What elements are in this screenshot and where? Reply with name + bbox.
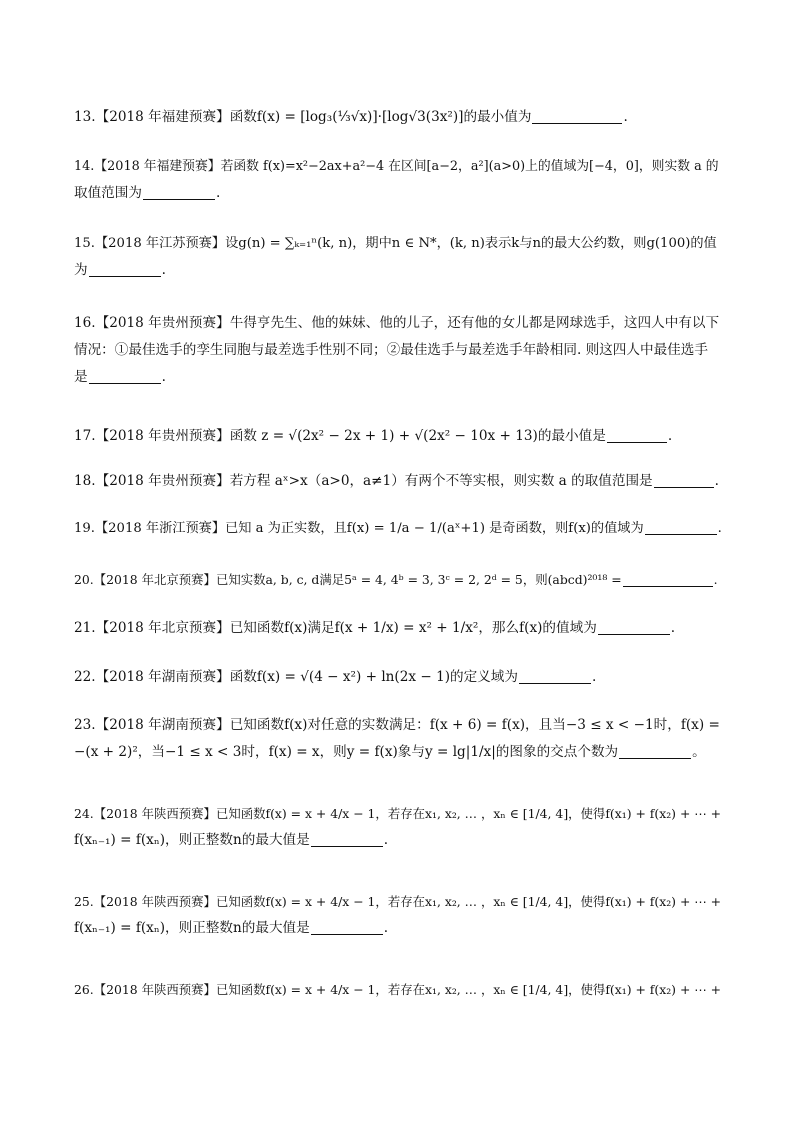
problem-line [74, 515, 726, 542]
problem-text: 函数 z = √(2x² − 2x + 1) + √(2x² − 10x + 13)的最小值是 [229, 428, 606, 444]
problem-source: 【2018 年陕西预赛】 [93, 982, 216, 997]
answer-blank [645, 520, 717, 535]
answer-blank [311, 832, 383, 847]
problem-number: 17. [74, 428, 96, 444]
problem-25 [74, 888, 726, 942]
problem-text: 已知函数f(x)对任意的实数满足：f(x + 6) = f(x)，且当−3 ≤ x < −1时，f(x) = [229, 717, 720, 733]
problem-line [74, 615, 726, 642]
answer-blank [619, 744, 691, 759]
problem-line [74, 664, 726, 691]
problem-number: 22. [74, 669, 96, 685]
problem-source: 【2018 年北京预赛】 [95, 620, 230, 636]
problem-text: 设g(n) = ∑ₖ₌₁ⁿ(k, n)，期中n ∈ N*，(k, n)表示k与n的最大公约数，则g(100)的值 [225, 236, 717, 251]
problem-number: 15. [74, 236, 95, 251]
problem-23 [74, 712, 726, 766]
problem-source: 【2018 年福建预赛】 [95, 109, 230, 125]
answer-blank [532, 109, 622, 124]
answer-blank [311, 920, 383, 935]
problem-number: 14. [74, 159, 95, 174]
problem-18 [74, 468, 726, 495]
problem-number: 19. [74, 521, 95, 536]
answer-blank [623, 572, 713, 587]
problem-source: 【2018 年贵州预赛】 [95, 315, 230, 331]
problem-tail: . [714, 473, 719, 489]
problem-tail: 。 [692, 744, 706, 760]
problem-16 [74, 310, 726, 391]
problem-source: 【2018 年陕西预赛】 [93, 806, 216, 821]
problem-number: 23. [74, 717, 96, 733]
problem-text: 情况：①最佳选手的孪生同胞与最差选手性别不同；②最佳选手与最差选手年龄相同. 则这四人中最佳选手 [74, 342, 708, 358]
problem-19 [74, 515, 726, 542]
problem-text: 已知函数f(x) = x + 4/x − 1，若存在x₁, x₂, … ，xₙ ∈ [1/4, 4]，使得f(x₁) + f(x₂) + ⋯ + [215, 806, 721, 821]
problem-text: 已知 a 为正实数，且f(x) = 1/a − 1/(aˣ+1) 是奇函数，则f(x)的值域为 [225, 521, 644, 536]
answer-blank [89, 262, 161, 277]
problem-text: f(xₙ₋₁) = f(xₙ)，则正整数n的最大值是 [74, 832, 310, 848]
problem-text: 若函数 f(x)=x²−2ax+a²−4 在区间[a−2，a²](a>0)上的值域为[−4，0]，则实数 a 的 [220, 159, 719, 174]
problem-13 [74, 104, 726, 131]
problem-line [74, 104, 726, 131]
problem-text: 牛得亨先生、他的妹妹、他的儿子，还有他的女儿都是网球选手，这四人中有以下 [229, 315, 720, 331]
problem-line [74, 423, 726, 450]
problem-text: 已知函数f(x) = x + 4/x − 1，若存在x₁, x₂, … ，xₙ ∈ [1/4, 4]，使得f(x₁) + f(x₂) + ⋯ + [215, 982, 721, 997]
problem-line [74, 337, 726, 364]
problem-20 [74, 566, 726, 593]
problem-text: 是 [74, 369, 88, 385]
answer-blank [598, 620, 670, 635]
problem-number: 25. [74, 894, 94, 909]
problem-tail: . [215, 185, 221, 201]
problem-line [74, 915, 726, 942]
problem-text: f(xₙ₋₁) = f(xₙ)，则正整数n的最大值是 [74, 920, 310, 936]
problem-tail: . [717, 521, 722, 536]
problem-tail: . [623, 109, 628, 125]
problem-text: 函数f(x) = [log₃(⅓√x)]·[log√3(3x²)]的最小值为 [229, 109, 532, 125]
problem-line [74, 364, 726, 391]
answer-blank [89, 369, 161, 384]
problem-line [74, 800, 726, 827]
problem-text: 若方程 aˣ>x（a>0，a≠1）有两个不等实根，则实数 a 的取值范围是 [229, 473, 653, 489]
problem-number: 13. [74, 109, 96, 125]
problem-tail: . [161, 262, 166, 278]
problem-tail: . [713, 572, 718, 587]
problem-line [74, 888, 726, 915]
problem-tail: . [667, 428, 673, 444]
problem-line [74, 468, 726, 495]
problem-17 [74, 423, 726, 450]
problem-tail: . [161, 369, 166, 385]
problem-15 [74, 230, 726, 284]
problem-24 [74, 800, 726, 854]
problem-source: 【2018 年陕西预赛】 [93, 894, 216, 909]
problem-text: 函数f(x) = √(4 − x²) + ln(2x − 1)的定义域为 [229, 669, 518, 685]
problem-line [74, 827, 726, 854]
problem-number: 16. [74, 315, 96, 331]
problem-line [74, 712, 726, 739]
problem-26 [74, 976, 726, 1003]
problem-line [74, 153, 726, 180]
problem-text: 取值范围为 [74, 185, 142, 201]
problem-line [74, 230, 726, 257]
problem-line [74, 257, 726, 284]
problem-14 [74, 153, 726, 207]
problem-line [74, 566, 726, 593]
problem-source: 【2018 年江苏预赛】 [94, 236, 226, 251]
problem-tail: . [383, 920, 389, 936]
answer-blank [607, 428, 667, 443]
problem-number: 24. [74, 806, 94, 821]
problem-number: 26. [74, 982, 94, 997]
problem-source: 【2018 年北京预赛】 [93, 572, 216, 587]
problem-text: 为 [74, 262, 88, 278]
problem-text: 已知实数a, b, c, d满足5ᵃ = 4, 4ᵇ = 3, 3ᶜ = 2, 2ᵈ = 5，则(abcd)²⁰¹⁸ = [215, 572, 622, 587]
problem-line [74, 180, 726, 207]
problem-tail: . [383, 832, 389, 848]
problem-text: 已知函数f(x) = x + 4/x − 1，若存在x₁, x₂, … ，xₙ ∈ [1/4, 4]，使得f(x₁) + f(x₂) + ⋯ + [215, 894, 721, 909]
problem-text: −(x + 2)²，当−1 ≤ x < 3时，f(x) = x，则y = f(x)象与y = lg|1/x|的图象的交点个数为 [74, 744, 619, 760]
problem-21 [74, 615, 726, 642]
problem-line [74, 310, 726, 337]
problem-number: 21. [74, 620, 96, 636]
problem-text: 已知函数f(x)满足f(x + 1/x) = x² + 1/x²，那么f(x)的值域为 [229, 620, 597, 636]
problem-source: 【2018 年贵州预赛】 [95, 473, 230, 489]
answer-blank [654, 473, 714, 488]
problem-source: 【2018 年福建预赛】 [94, 159, 221, 174]
problem-source: 【2018 年湖南预赛】 [95, 717, 230, 733]
problem-number: 20. [74, 572, 94, 587]
problem-source: 【2018 年湖南预赛】 [95, 669, 230, 685]
problem-line [74, 739, 726, 766]
problem-number: 18. [74, 473, 96, 489]
problem-22 [74, 664, 726, 691]
answer-blank [519, 669, 591, 684]
problem-line [74, 976, 726, 1003]
problem-source: 【2018 年浙江预赛】 [94, 521, 226, 536]
answer-blank [143, 185, 215, 200]
problem-source: 【2018 年贵州预赛】 [95, 428, 230, 444]
problem-tail: . [592, 669, 597, 685]
problem-tail: . [670, 620, 676, 636]
